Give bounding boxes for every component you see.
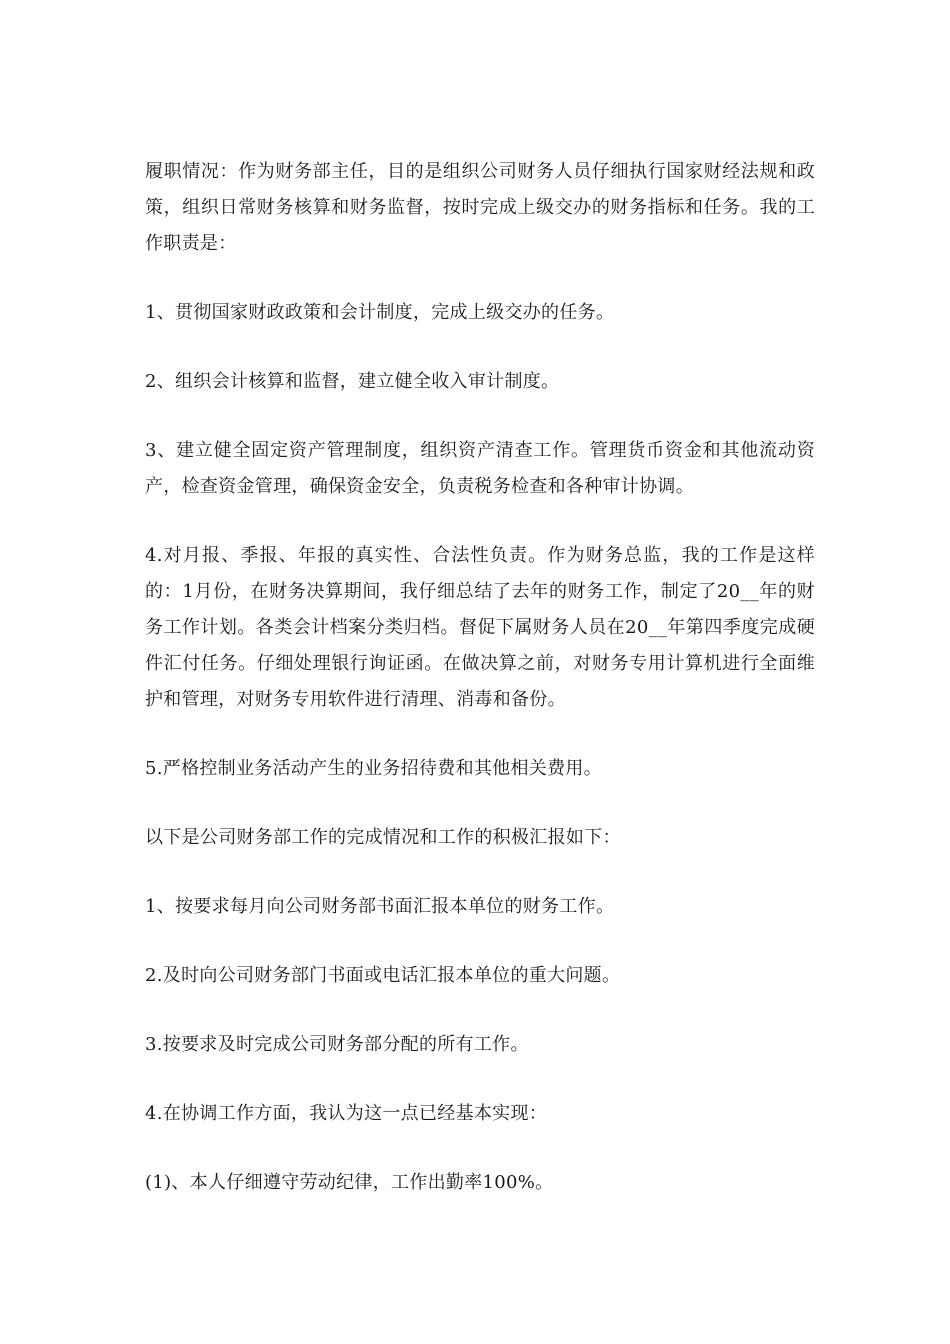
paragraph-duty-4: 4.对月报、季报、年报的真实性、合法性负责。作为财务总监，我的工作是这样的：1月份，在财务决算期间，我仔细总结了去年的财务工作，制定了20__年的财务工作计划。各类会计档案分类归档。督促下属财务人员在20__年第四季度完成硬件汇付任务。仔细处理银行询证函。在做决算之前，对财务专用计算机进行全面维护和管理，对财务专用软件进行清理、消毒和备份。 (145, 545, 815, 710)
paragraph-duty-5: 5.严格控制业务活动产生的业务招待费和其他相关费用。 (145, 758, 602, 779)
paragraph-duty-1: 1、贯彻国家财政政策和会计制度，完成上级交办的任务。 (145, 302, 615, 323)
paragraph-duty-2: 2、组织会计核算和监督，建立健全收入审计制度。 (145, 371, 560, 392)
paragraph-report-intro: 以下是公司财务部工作的完成情况和工作的积极汇报如下： (145, 827, 621, 848)
paragraph-report-4-sub-1: (1)、本人仔细遵守劳动纪律，工作出勤率100%。 (145, 1172, 554, 1193)
paragraph-report-4: 4.在协调工作方面，我认为这一点已经基本实现： (145, 1103, 548, 1124)
paragraph-report-2: 2.及时向公司财务部门书面或电话汇报本单位的重大问题。 (145, 965, 621, 986)
paragraph-report-3: 3.按要求及时完成公司财务部分配的所有工作。 (145, 1034, 529, 1055)
paragraph-duty-3: 3、建立健全固定资产管理制度，组织资产清查工作。管理货币资金和其他流动资产，检查资金管理，确保资金安全，负责税务检查和各种审计协调。 (145, 440, 815, 497)
paragraph-duty-overview: 履职情况：作为财务部主任，目的是组织公司财务人员仔细执行国家财经法规和政策，组织日常财务核算和财务监督，按时完成上级交办的财务指标和任务。我的工作职责是： (145, 161, 815, 254)
paragraph-report-1: 1、按要求每月向公司财务部书面汇报本单位的财务工作。 (145, 896, 615, 917)
document-body (145, 154, 815, 1234)
